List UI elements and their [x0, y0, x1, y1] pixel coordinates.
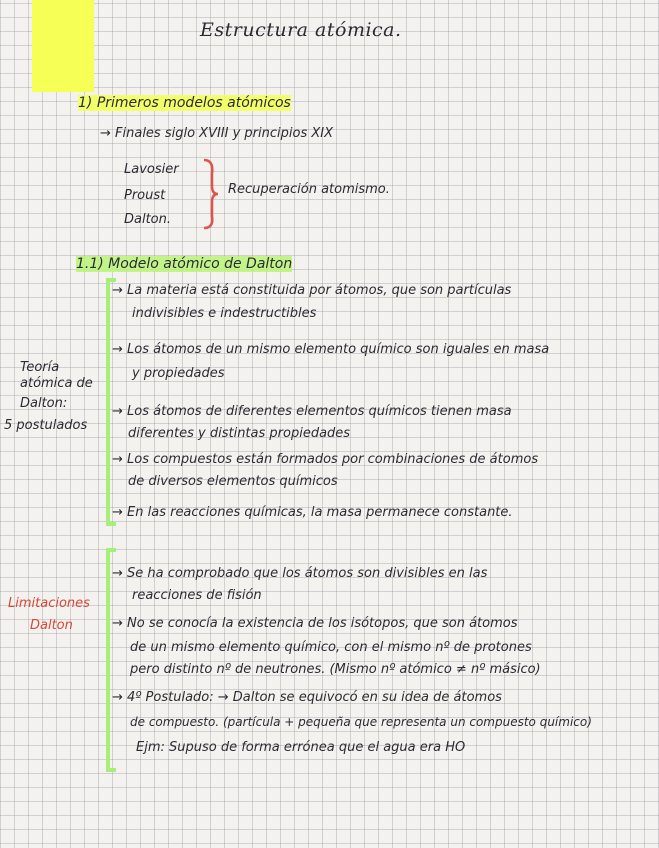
scientist-name: Dalton. — [124, 212, 172, 227]
postulate-line: → La materia está constituida por átomos, que son partículas — [112, 283, 512, 298]
postulate-line: → En las reacciones químicas, la masa permanece constante. — [112, 505, 513, 520]
side-label-line: atómica de — [20, 376, 93, 391]
section-1-heading: 1) Primeros modelos atómicos — [78, 95, 291, 111]
postulate-line: → Los átomos de diferentes elementos químicos tienen masa — [112, 404, 512, 419]
side-label-line: Dalton: — [20, 396, 68, 411]
limitation-line: Ejm: Supuso de forma errónea que el agua era HO — [136, 740, 466, 755]
section-1-bullet: → Finales siglo XVIII y principios XIX — [100, 126, 334, 141]
postulate-line: → Los átomos de un mismo elemento químico son iguales en masa — [112, 342, 550, 357]
scientist-name: Lavosier — [124, 162, 179, 177]
limitation-line: de un mismo elemento químico, con el mismo nº de protones — [130, 640, 532, 655]
limitation-line: de compuesto. (partícula + pequeña que representa un compuesto químico) — [130, 715, 592, 729]
side-label-line: Teoría — [20, 360, 60, 375]
postulate-line: indivisibles e indestructibles — [132, 306, 317, 321]
postulate-line: de diversos elementos químicos — [128, 474, 338, 489]
green-bracket-1 — [104, 278, 120, 526]
brace-note: Recuperación atomismo. — [228, 182, 390, 197]
limitations-label: Limitaciones — [8, 596, 90, 611]
postulate-line: → Los compuestos están formados por combinaciones de átomos — [112, 452, 539, 467]
section-2-heading: 1.1) Modelo atómico de Dalton — [76, 256, 293, 272]
red-brace — [200, 158, 220, 230]
limitation-line: pero distinto nº de neutrones. (Mismo nº atómico ≠ nº másico) — [130, 662, 541, 677]
side-label-line: 5 postulados — [4, 418, 88, 433]
limitation-line: → Se ha comprobado que los átomos son divisibles en las — [112, 566, 488, 581]
postulate-line: diferentes y distintas propiedades — [128, 426, 351, 441]
limitation-line: reacciones de fisión — [132, 588, 262, 603]
limitations-label: Dalton — [30, 618, 73, 633]
limitation-line: → 4º Postulado: → Dalton se equivocó en su idea de átomos — [112, 690, 502, 705]
scientist-name: Proust — [124, 188, 166, 203]
limitation-line: → No se conocía la existencia de los isótopos, que son átomos — [112, 616, 518, 631]
page-title: Estructura atómica. — [200, 19, 402, 41]
postulate-line: y propiedades — [132, 366, 225, 381]
yellow-tape — [32, 0, 94, 92]
